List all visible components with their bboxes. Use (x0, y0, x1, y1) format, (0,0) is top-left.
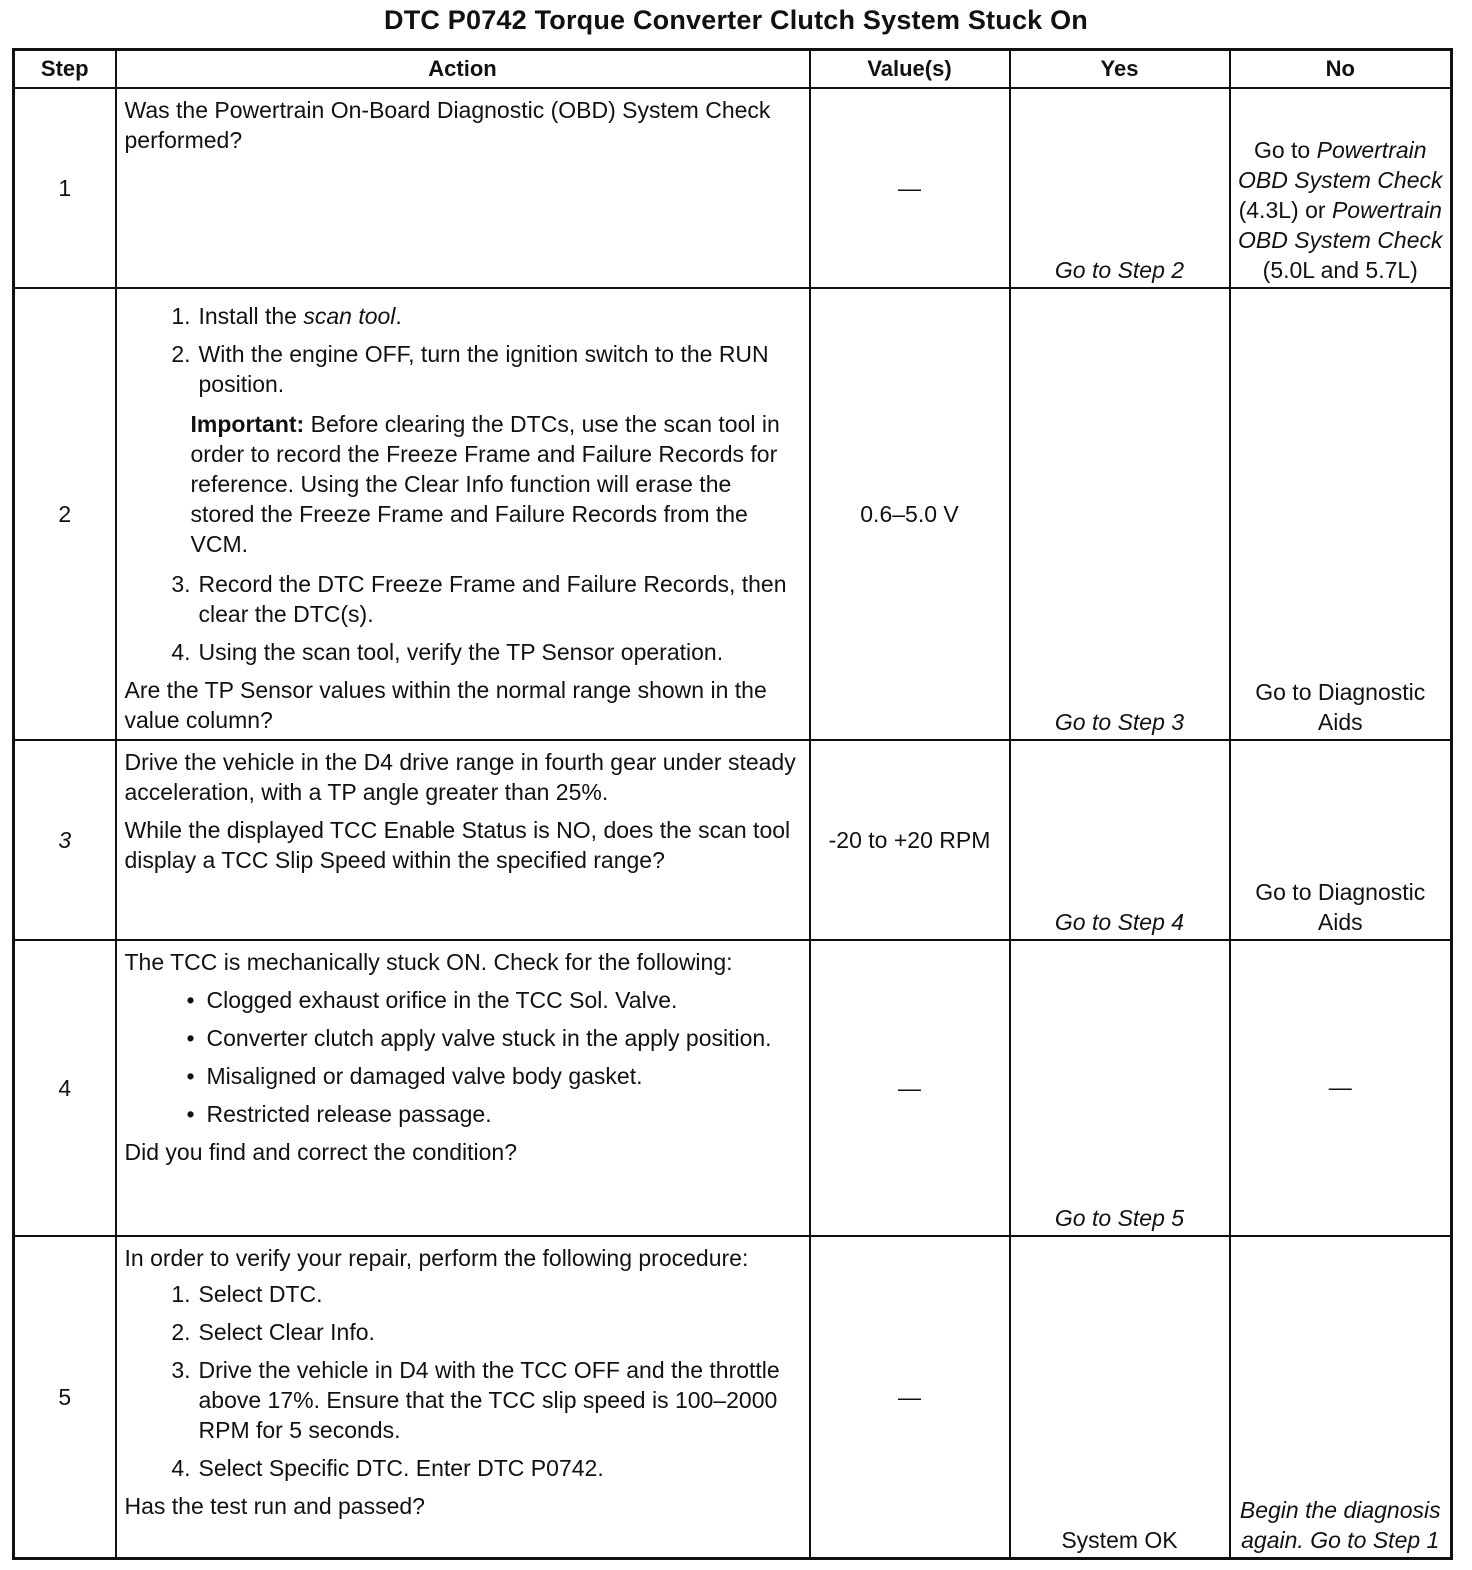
item-text: With the engine OFF, turn the ignition switch to the RUN position. (198, 341, 769, 397)
header-yes: Yes (1010, 50, 1230, 89)
step-number: 3 (14, 740, 116, 940)
item-text: Drive the vehicle in D4 with the TCC OFF and the throttle above 17%. Ensure that the TCC slip speed is 100–2000 RPM for 5 seconds. (198, 1357, 780, 1443)
numbered-list (125, 1279, 801, 1483)
value-cell: — (810, 1236, 1010, 1558)
no-text: Go to (1253, 137, 1317, 163)
no-text: (4.3L) or (1238, 197, 1332, 223)
item-text: Misaligned or damaged valve body gasket. (206, 1063, 643, 1089)
table-row (14, 88, 1452, 288)
value-cell: -20 to +20 RPM (810, 740, 1010, 940)
bullet: • (186, 1063, 195, 1089)
item-text: Converter clutch apply valve stuck in the apply position. (206, 1025, 772, 1051)
header-action: Action (116, 50, 810, 89)
yes-cell: Go to Step 5 (1010, 940, 1230, 1236)
list-item (125, 301, 801, 331)
item-text (199, 301, 801, 331)
item-number: 1. (171, 1281, 191, 1307)
action-question: Are the TP Sensor values within the normal range shown in the value column? (124, 677, 767, 733)
action-cell (116, 740, 810, 940)
list-item (125, 1453, 801, 1483)
page-title: DTC P0742 Torque Converter Clutch System Stuck On (384, 5, 1088, 35)
diagnostic-table (12, 48, 1453, 1560)
action-instruction: The TCC is mechanically stuck ON. Check for the following: (124, 949, 733, 975)
header-no: No (1230, 50, 1452, 89)
no-cell: — (1230, 940, 1452, 1236)
item-number: 2. (171, 341, 191, 367)
no-ref-link: Powertrain OBD System Check (1238, 197, 1443, 253)
list-item (125, 985, 801, 1015)
list-item (125, 1355, 801, 1445)
important-text: Before clearing the DTCs, use the scan tool in order to record the Freeze Frame and Failure Records for reference. Using the Clear Info function will erase the stored the Freeze Frame and Failure Records from the VCM. (190, 411, 780, 557)
action-question: While the displayed TCC Enable Status is NO, does the scan tool display a TCC Slip Speed within the specified range? (124, 817, 791, 873)
important-label: Important: (190, 411, 305, 437)
item-number: 4. (171, 639, 191, 665)
yes-cell: System OK (1010, 1236, 1230, 1558)
item-number: 1. (171, 303, 191, 329)
list-item (125, 1023, 801, 1053)
list-item (125, 1061, 801, 1091)
item-text-part: Install the (198, 303, 304, 329)
header-step: Step (14, 50, 116, 89)
yes-cell: Go to Step 4 (1010, 740, 1230, 940)
item-text: Select DTC. (198, 1281, 323, 1307)
table-row (14, 940, 1452, 1236)
step-number: 2 (14, 288, 116, 740)
action-question: Did you find and correct the condition? (124, 1139, 518, 1165)
step-number: 1 (14, 88, 116, 288)
value-cell: 0.6–5.0 V (810, 288, 1010, 740)
item-text: Select Clear Info. (198, 1319, 375, 1345)
numbered-list (125, 301, 801, 399)
item-text-part: . (395, 303, 402, 329)
table-header-row (14, 50, 1452, 89)
item-number: 4. (171, 1455, 191, 1481)
no-cell (1230, 88, 1452, 288)
action-instruction: Drive the vehicle in the D4 drive range in fourth gear under steady acceleration, with a TP angle greater than 25%. (124, 749, 796, 805)
item-number: 3. (171, 1357, 191, 1383)
list-item (125, 1279, 801, 1309)
list-item (125, 569, 801, 629)
item-number: 3. (171, 571, 191, 597)
list-item (125, 1099, 801, 1129)
bullet: • (186, 1101, 195, 1127)
yes-cell: Go to Step 2 (1010, 88, 1230, 288)
bullet-list (125, 985, 801, 1129)
action-cell (116, 88, 810, 288)
table-row (14, 288, 1452, 740)
numbered-list (125, 569, 801, 667)
header-values: Value(s) (810, 50, 1010, 89)
action-instruction: In order to verify your repair, perform the following procedure: (124, 1245, 749, 1271)
no-text: (5.0L and 5.7L) (1262, 257, 1418, 283)
step-number: 5 (14, 1236, 116, 1558)
no-cell: Begin the diagnosis again. Go to Step 1 (1230, 1236, 1452, 1558)
list-item (125, 637, 801, 667)
no-ref-link: Powertrain OBD System Check (1238, 137, 1443, 193)
list-item (125, 339, 801, 399)
action-cell (116, 288, 810, 740)
item-number: 2. (171, 1319, 191, 1345)
bullet: • (186, 1025, 195, 1051)
no-cell: Go to Diagnostic Aids (1230, 288, 1452, 740)
important-note (191, 409, 801, 559)
item-text: Clogged exhaust orifice in the TCC Sol. Valve. (206, 987, 678, 1013)
value-cell: — (810, 88, 1010, 288)
item-text-emphasis: scan tool (303, 303, 396, 329)
step-number: 4 (14, 940, 116, 1236)
table-row (14, 1236, 1452, 1558)
bullet: • (186, 987, 195, 1013)
action-cell (116, 940, 810, 1236)
item-text: Record the DTC Freeze Frame and Failure Records, then clear the DTC(s). (198, 571, 787, 627)
yes-cell: Go to Step 3 (1010, 288, 1230, 740)
action-cell (116, 1236, 810, 1558)
action-question: Has the test run and passed? (124, 1493, 425, 1519)
table-row (14, 740, 1452, 940)
item-text: Restricted release passage. (206, 1101, 492, 1127)
action-question: Was the Powertrain On-Board Diagnostic (OBD) System Check performed? (124, 97, 771, 153)
no-cell: Go to Diagnostic Aids (1230, 740, 1452, 940)
list-item (125, 1317, 801, 1347)
value-cell: — (810, 940, 1010, 1236)
item-text: Using the scan tool, verify the TP Sensor operation. (198, 639, 724, 665)
item-text: Select Specific DTC. Enter DTC P0742. (198, 1455, 604, 1481)
